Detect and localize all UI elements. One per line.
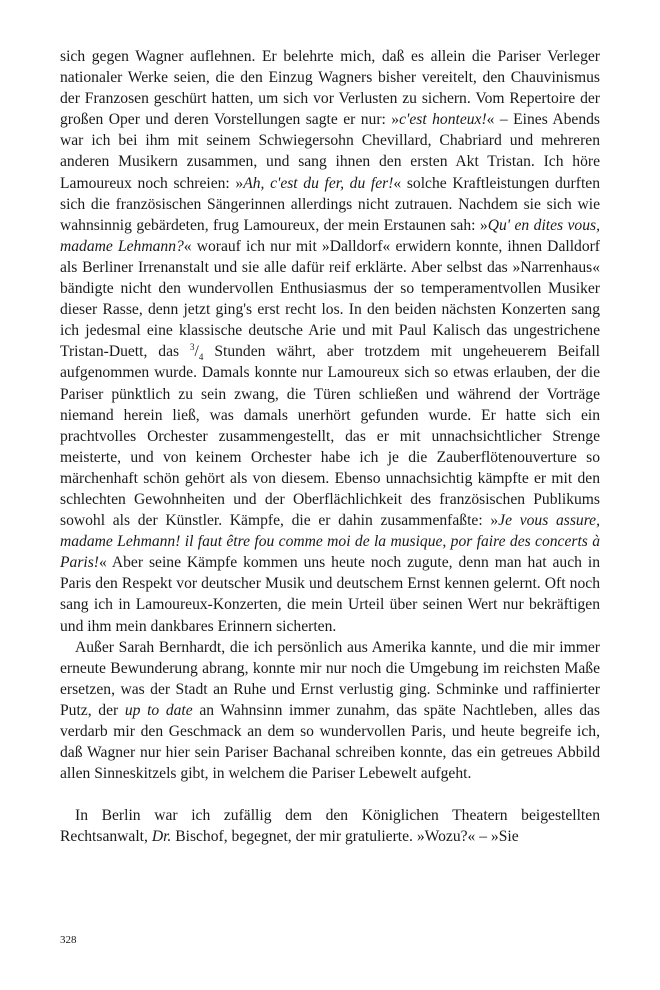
italic-text-run: Je vous assure, madame Lehmann! il faut être fou comme moi de la musique, por faire des concerts à Paris!	[60, 512, 601, 572]
text-run: Bischof, begegnet, der mir gratulierte. »Wozu?« – »Sie	[171, 828, 519, 846]
page-number: 328	[60, 934, 77, 946]
italic-text-run: Ah, c'est du fer, du fer!	[243, 174, 394, 192]
text-run: an Wahnsinn immer zunahm, das späte Nachtleben, alles das verdarb mir den Geschmack an dem so wundervollen Paris, und heute begreife ich, daß Wagner nur hier sein Pariser Bachanal schreiben konnte, das ein getreues Abbild allen Sinneskitzels gibt, in welchem die Pariser Lebewelt aufgeht.	[60, 701, 600, 783]
text-run: sich gegen Wagner auflehnen. Er belehrte mich, daß es allein die Pariser Verleger nationaler Werke seien, die den Einzug Wagners bisher vereitelt, den Chauvinismus der Franzosen geschürt hatten, um sich vor Verlusten zu sichern. Vom Repertoire der großen Oper und deren Vorstellungen sagte er nur: »	[60, 48, 600, 129]
paragraph-spacer	[60, 784, 600, 805]
paragraph-sarah-bernhardt	[60, 637, 600, 785]
text-run: « solche Kraftleistungen durften sich die französischen Sängerinnen allerdings nicht zutrauen. Nachdem sie sich wie wahnsinnig gebärdeten, frug Lamoureux, der mein Erstaunen sah: »	[60, 174, 600, 234]
italic-text-run: c'est honteux!	[399, 111, 487, 129]
page-body	[60, 46, 600, 847]
paragraph-berlin	[60, 805, 600, 847]
fraction-numerator: 3	[190, 342, 195, 353]
text-run: « Aber seine Kämpfe kommen uns heute noch zugute, denn man hat auch in Paris den Respekt vor deutscher Musik und deutschem Ernst kennen gelernt. Oft noch sang ich in Lamoureux-Konzerten, die mein Urteil über seinen Wert nur bekräftigen und ihm mein dankbares Erinnern sicherten.	[60, 554, 600, 635]
text-run: « worauf ich nur mit »Dalldorf« erwidern konnte, ihnen Dalldorf als Berliner Irrenanstalt und sie alle dafür reif erklärte. Aber selbst das »Narrenhaus« bändigte nicht den wundervollen Enthusiasmus der so temperamentvollen Musiker dieser Rasse, denn jetzt ging's erst recht los. In den beiden nächsten Konzerten sang ich jedesmal eine klassische deutsche Arie und mit Paul Kalisch das ungestrichene Tristan-Duett, das	[60, 237, 601, 361]
text-run: Stunden währt, aber trotzdem mit ungeheuerem Beifall aufgenommen wurde. Damals konnte nur Lamoureux sich so etwas erlauben, der die Pariser pünktlich zu sein zwang, die Türen schließen und während der Vorträge niemand herein ließ, was damals unerhört gefunden wurde. Er hatte sich ein prachtvolles Orchester zusammengestellt, das er mit unnachsichtlicher Strenge meisterte, und von keinem Orchester habe ich je die Zauberflötenouverture so märchenhaft schön gehört als von diesem. Ebenso unnachsichtig kämpfte er mit den schlechten Gewohnheiten und der Oberflächlichkeit des französischen Publikums sowohl als der Künstler. Kämpfe, die er dahin zusammenfaßte: »	[60, 343, 600, 530]
italic-text-run: Dr.	[151, 828, 172, 846]
text-run: /	[194, 343, 199, 361]
text-run: Außer Sarah Bernhardt, die ich persönlich aus Amerika kannte, und die mir immer erneute Bewunderung abrang, konnte mir nur noch die Umgebung im reichsten Maße ersetzen, was der Stadt an Ruhe und Ernst verlustig ging. Schminke und raffinierter Putz, der	[60, 638, 600, 719]
text-run: In Berlin war ich zufällig dem den Königlichen Theatern beigestellten Rechtsanwalt,	[60, 807, 600, 846]
fraction-denominator: 4	[198, 352, 204, 363]
italic-text-run: up to date	[124, 701, 193, 719]
paragraph-lamoureux	[60, 46, 600, 637]
italic-text-run: Qu' en dites vous, madame Lehmann?	[60, 216, 600, 255]
text-run: « – Eines Abends war ich bei ihm mit seinem Schwiegersohn Chevillard, Chabriard und mehreren anderen Musikern zusammen, und sang ihnen den ersten Akt Tristan. Ich höre Lamoureux noch schreien: »	[60, 111, 600, 192]
